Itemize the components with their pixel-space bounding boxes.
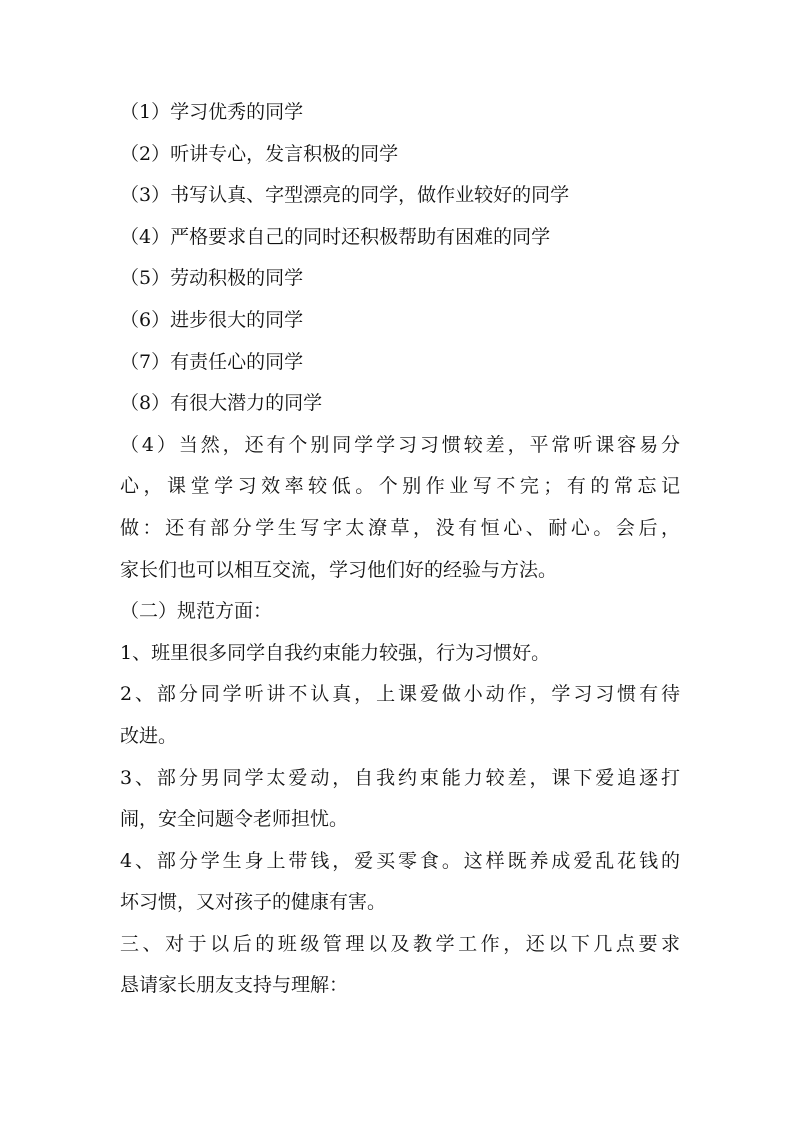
list-item-8: （8）有很大潜力的同学 — [120, 392, 323, 415]
document-body — [120, 92, 680, 1007]
list-item-7: （7）有责任心的同学 — [120, 350, 304, 373]
paragraph-line: （4）当然，还有个别同学学习习惯较差，平常听课容易分 — [120, 433, 680, 456]
list-item-4: （4）严格要求自己的同时还积极帮助有困难的同学 — [120, 225, 551, 248]
list-item-6: （6）进步很大的同学 — [120, 308, 304, 331]
paragraph-line: 改进。 — [120, 724, 178, 747]
paragraph-line: 坏习惯，又对孩子的健康有害。 — [120, 891, 387, 914]
paragraph-line: 家长们也可以相互交流，学习他们好的经验与方法。 — [120, 558, 558, 581]
list-item-2: （2）听讲专心，发言积极的同学 — [120, 142, 399, 165]
paragraph-line: 2、部分同学听讲不认真，上课爱做小动作，学习习惯有待 — [120, 683, 680, 706]
list-item-1: （1）学习优秀的同学 — [120, 101, 304, 123]
paragraph-line: 恳请家长朋友支持与理解： — [120, 974, 349, 997]
section-heading: （二）规范方面： — [120, 600, 273, 623]
section-heading: 三、对于以后的班级管理以及教学工作，还以下几点要求 — [120, 932, 680, 955]
paragraph-line: 做：还有部分学生写字太潦草，没有恒心、耐心。会后， — [120, 516, 680, 539]
list-item-3: （3）书写认真、字型漂亮的同学，做作业较好的同学 — [120, 184, 570, 207]
paragraph-line: 4、部分学生身上带钱，爱买零食。这样既养成爱乱花钱的 — [120, 849, 680, 872]
paragraph-line: 心，课堂学习效率较低。个别作业写不完；有的常忘记 — [120, 475, 680, 498]
list-item-5: （5）劳动积极的同学 — [120, 267, 304, 290]
paragraph-line: 1、班里很多同学自我约束能力较强，行为习惯好。 — [120, 641, 551, 664]
paragraph-line: 3、部分男同学太爱动，自我约束能力较差，课下爱追逐打 — [120, 766, 680, 789]
paragraph-line: 闹，安全问题令老师担忧。 — [120, 808, 349, 831]
